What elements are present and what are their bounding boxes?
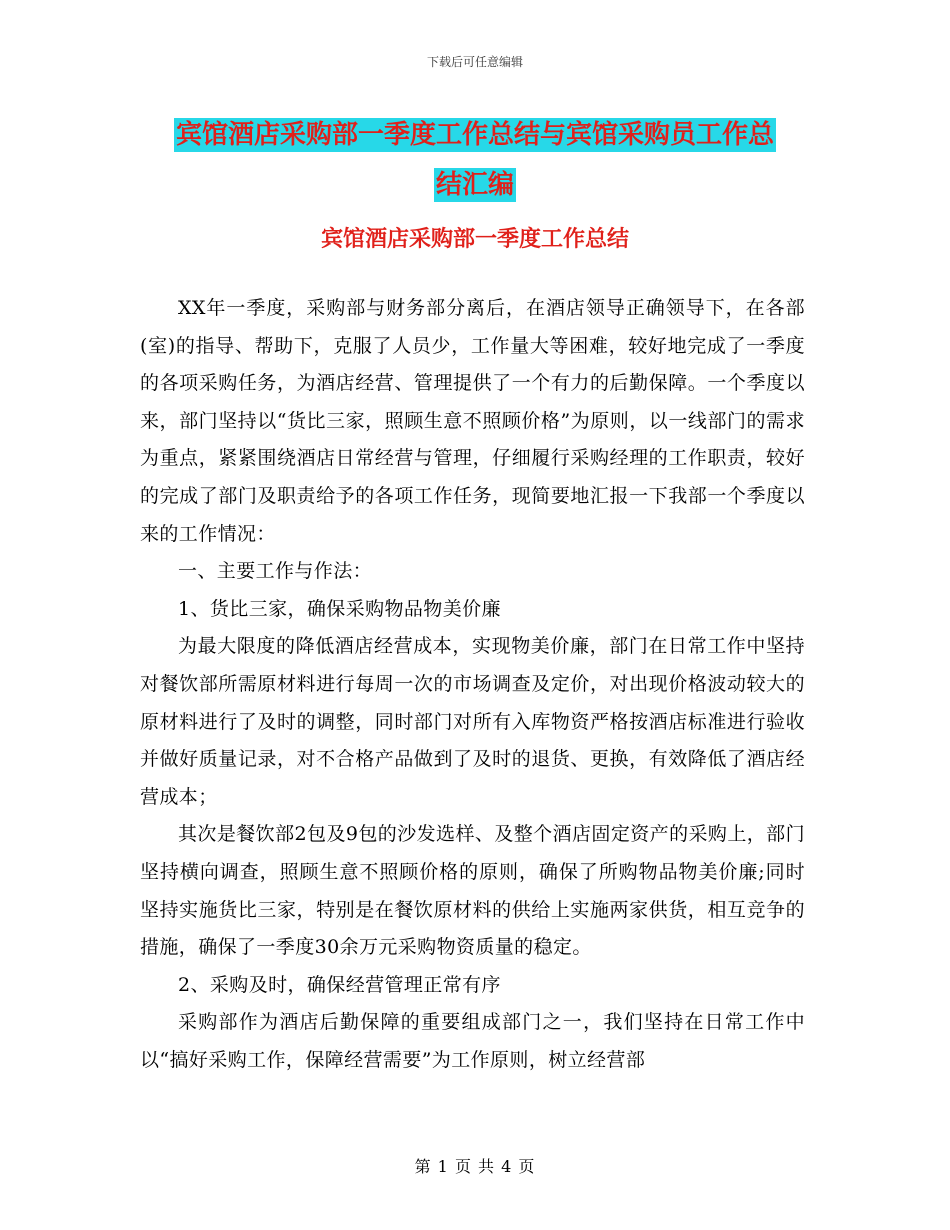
paragraph-timely-purchase: 采购部作为酒店后勤保障的重要组成部门之一，我们坚持在日常工作中以“搞好采购工作，保障经营需要”为工作原则，树立经营部 xyxy=(140,1011,805,1071)
document-body xyxy=(140,290,805,1079)
paragraph-cost-control: 为最大限度的降低酒店经营成本，实现物美价廉，部门在日常工作中坚持对餐饮部所需原材料进行每周一次的市场调查及定价，对出现价格波动较大的原材料进行了及时的调整，同时部门对所有入库物资严格按酒店标准进行验收并做好质量记录，对不合格产品做到了及时的退货、更换，有效降低了酒店经营成本； xyxy=(140,635,805,808)
header-note: 下载后可任意编辑 xyxy=(426,55,523,69)
section-title: 宾馆酒店采购部一季度工作总结 xyxy=(320,227,629,252)
document-title xyxy=(140,110,810,210)
document-title-line2: 结汇编 xyxy=(435,170,514,200)
heading-item-1: 1、货比三家，确保采购物品物美价廉 xyxy=(178,597,501,620)
heading-item-2: 2、采购及时，确保经营管理正常有序 xyxy=(178,973,501,996)
page-footer: 第 1 页 共 4 页 xyxy=(414,1157,536,1176)
paragraph-intro: XX年一季度，采购部与财务部分离后，在酒店领导正确领导下，在各部(室)的指导、帮助下，克服了人员少，工作量大等困难，较好地完成了一季度的各项采购任务，为酒店经营、管理提供了一个有力的后勤保障。一个季度以来，部门坚持以“货比三家，照顾生意不照顾价格”为原则，以一线部门的需求为重点，紧紧围绕酒店日常经营与管理，仔细履行采购经理的工作职责，较好的完成了部门及职责给予的各项工作任务，现简要地汇报一下我部一个季度以来的工作情况： xyxy=(140,297,805,545)
heading-main-work: 一、主要工作与作法： xyxy=(178,560,373,583)
paragraph-furniture-purchase: 其次是餐饮部2包及9包的沙发选样、及整个酒店固定资产的采购上，部门坚持横向调查，照顾生意不照顾价格的原则，确保了所购物品物美价廉;同时坚持实施货比三家，特别是在餐饮原材料的供给上实施两家供货，相互竞争的措施，确保了一季度30余万元采购物资质量的稳定。 xyxy=(140,823,805,959)
document-title-line1: 宾馆酒店采购部一季度工作总结与宾馆采购员工作总 xyxy=(175,120,774,150)
